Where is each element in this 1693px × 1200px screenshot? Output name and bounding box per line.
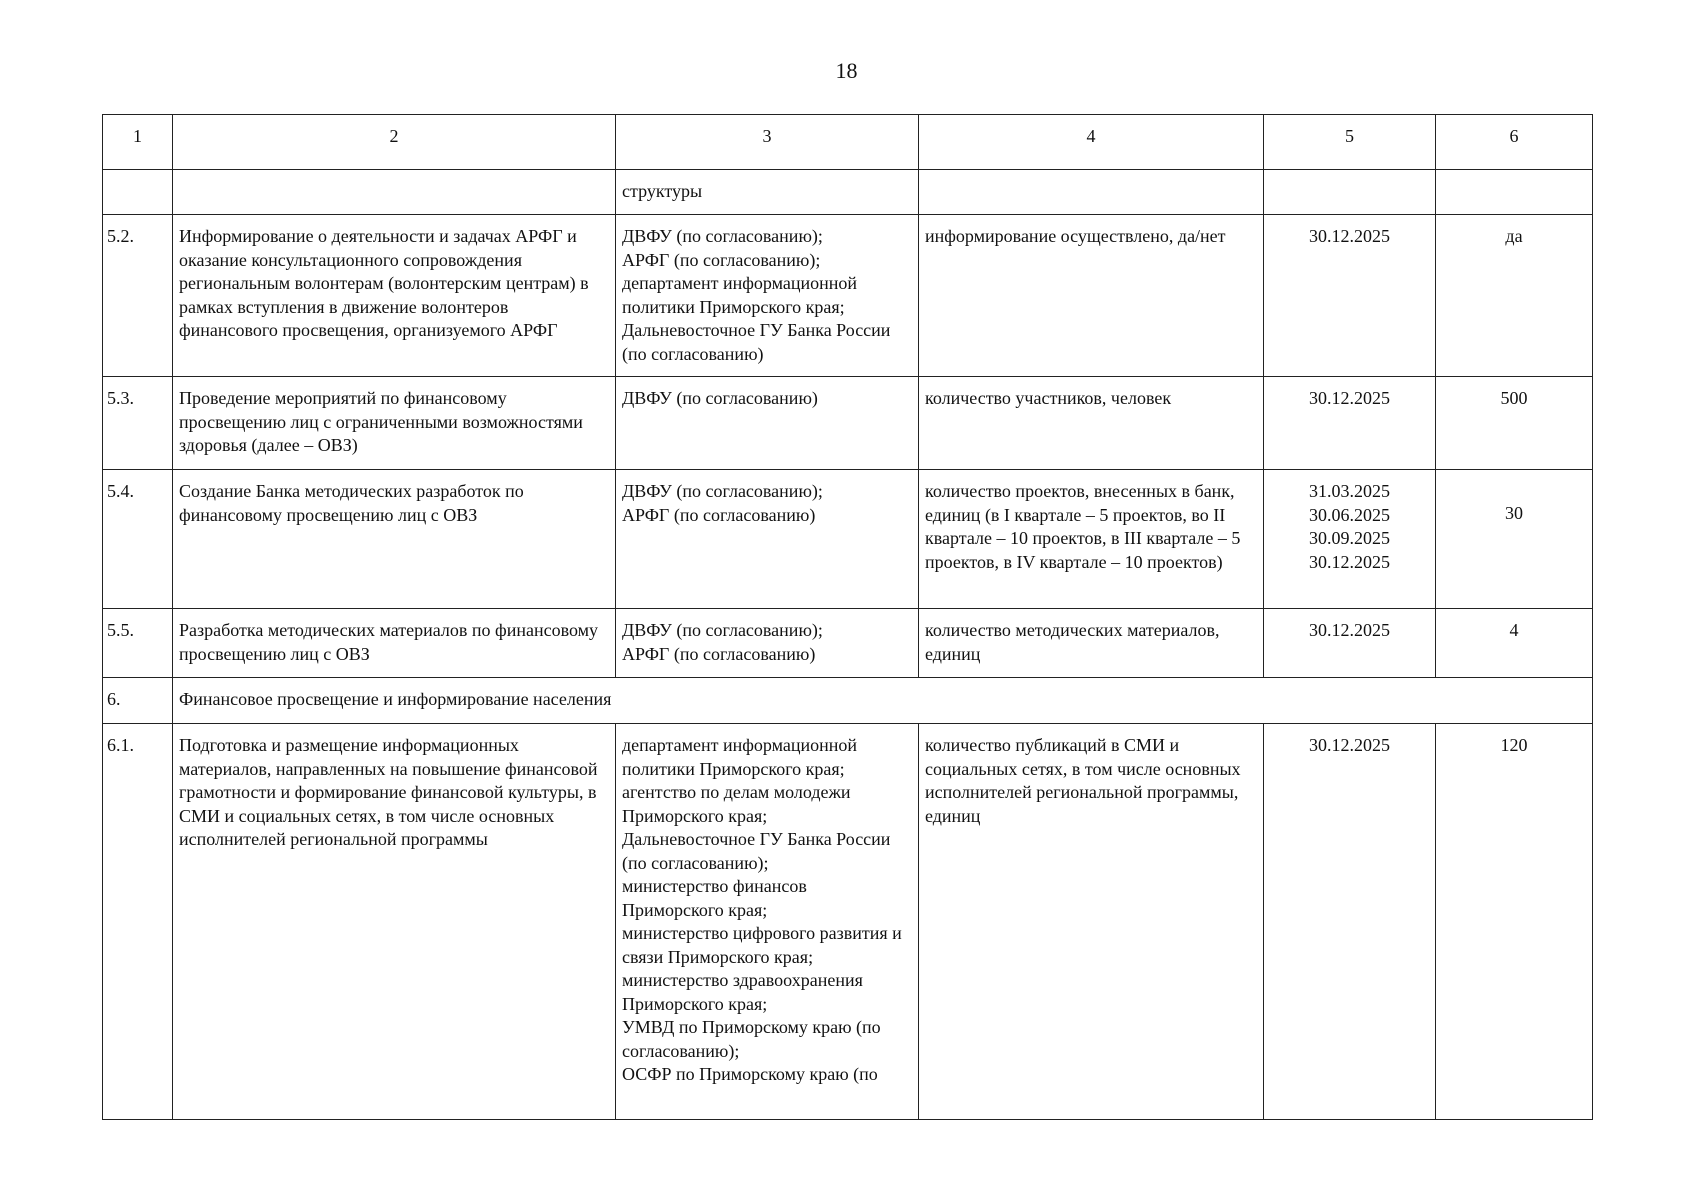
cell-indicator: количество участников, человек xyxy=(919,377,1264,470)
page-number: 18 xyxy=(835,58,858,83)
cell-event: Создание Банка методических разработок по финансовому просвещению лиц с ОВЗ xyxy=(173,470,616,609)
cell-executors: структуры xyxy=(616,170,919,215)
cell-event: Подготовка и размещение информационных материалов, направленных на повышение финансовой грамотности и формирование финансовой культуры, в СМИ и социальных сетях, в том числе основных исполнителей региональной программы xyxy=(173,724,616,1120)
cell-num: 5.5. xyxy=(103,609,173,678)
cell-num: 5.3. xyxy=(103,377,173,470)
cell-date: 30.12.2025 xyxy=(1264,377,1436,470)
section-row xyxy=(103,678,1593,724)
cell-executors: ДВФУ (по согласованию) xyxy=(616,377,919,470)
header-col-1: 1 xyxy=(103,115,173,170)
header-col-2: 2 xyxy=(173,115,616,170)
cell-executors: ДВФУ (по согласованию); АРФГ (по согласованию) xyxy=(616,470,919,609)
cell-value: 120 xyxy=(1436,724,1593,1120)
header-col-4: 4 xyxy=(919,115,1264,170)
cell-indicator xyxy=(919,170,1264,215)
cell-num xyxy=(103,170,173,215)
cell-indicator: количество публикаций в СМИ и социальных сетях, в том числе основных исполнителей региональной программы, единиц xyxy=(919,724,1264,1120)
cell-num: 5.2. xyxy=(103,215,173,377)
table-row xyxy=(103,470,1593,609)
cell-indicator: количество методических материалов, единиц xyxy=(919,609,1264,678)
table-row-continuation xyxy=(103,170,1593,215)
cell-indicator: количество проектов, внесенных в банк, единиц (в I квартале – 5 проектов, во II квартале – 10 проектов, в III квартале – 5 проектов, в IV квартале – 10 проектов) xyxy=(919,470,1264,609)
cell-num: 6.1. xyxy=(103,724,173,1120)
cell-date: 31.03.2025 30.06.2025 30.09.2025 30.12.2025 xyxy=(1264,470,1436,609)
table-row xyxy=(103,215,1593,377)
cell-value: 500 xyxy=(1436,377,1593,470)
cell-event: Разработка методических материалов по финансовому просвещению лиц с ОВЗ xyxy=(173,609,616,678)
section-title: Финансовое просвещение и информирование населения xyxy=(173,678,1593,724)
cell-date: 30.12.2025 xyxy=(1264,724,1436,1120)
cell-executors: департамент информационной политики Приморского края; агентство по делам молодежи Приморского края; Дальневосточное ГУ Банка России (по согласованию); министерство финансов Приморского края; министерство цифрового развития и связи Приморского края; министерство здравоохранения Приморского края; УМВД по Приморскому краю (по согласованию); ОСФР по Приморскому краю (по xyxy=(616,724,919,1120)
table-row xyxy=(103,377,1593,470)
cell-date: 30.12.2025 xyxy=(1264,215,1436,377)
header-col-6: 6 xyxy=(1436,115,1593,170)
cell-event: Проведение мероприятий по финансовому просвещению лиц с ограниченными возможностями здоровья (далее – ОВЗ) xyxy=(173,377,616,470)
cell-date xyxy=(1264,170,1436,215)
cell-value: 4 xyxy=(1436,609,1593,678)
table-header-row xyxy=(103,115,1593,170)
cell-executors: ДВФУ (по согласованию); АРФГ (по согласованию); департамент информационной политики Приморского края; Дальневосточное ГУ Банка России (по согласованию) xyxy=(616,215,919,377)
cell-event: Информирование о деятельности и задачах АРФГ и оказание консультационного сопровождения региональным волонтерам (волонтерским центрам) в рамках вступления в движение волонтеров финансового просвещения, организуемого АРФГ xyxy=(173,215,616,377)
cell-indicator: информирование осуществлено, да/нет xyxy=(919,215,1264,377)
cell-executors: ДВФУ (по согласованию); АРФГ (по согласованию) xyxy=(616,609,919,678)
cell-value xyxy=(1436,170,1593,215)
cell-event xyxy=(173,170,616,215)
header-col-3: 3 xyxy=(616,115,919,170)
table-row xyxy=(103,724,1593,1120)
cell-num: 5.4. xyxy=(103,470,173,609)
cell-value: да xyxy=(1436,215,1593,377)
cell-value: 30 xyxy=(1436,470,1593,609)
section-num: 6. xyxy=(103,678,173,724)
table-row xyxy=(103,609,1593,678)
plan-table xyxy=(102,114,1593,1120)
header-col-5: 5 xyxy=(1264,115,1436,170)
cell-date: 30.12.2025 xyxy=(1264,609,1436,678)
